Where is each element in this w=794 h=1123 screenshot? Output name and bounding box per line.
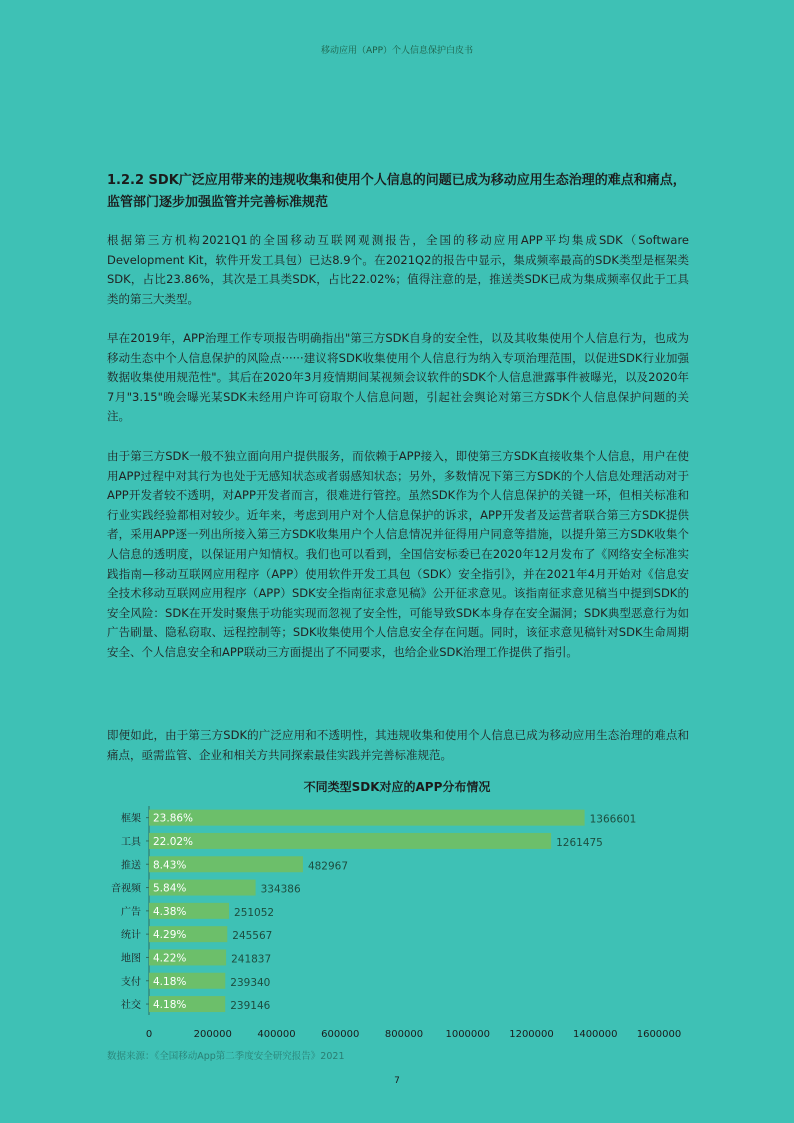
x-tick-label: 400000 [257,1029,296,1040]
x-tick-label: 1400000 [572,1029,618,1040]
category-label: 音视频 [111,883,141,895]
x-tick-label: 200000 [193,1029,232,1040]
value-label: 334386 [260,883,301,896]
x-tick-label: 600000 [321,1029,360,1040]
x-tick-label: 1200000 [509,1029,554,1040]
category-label: 统计 [121,930,141,942]
percent-label: 4.18% [153,999,187,1012]
page-number: 7 [394,1076,400,1086]
x-tick-label: 800000 [384,1029,424,1040]
category-label: 支付 [121,976,141,988]
percent-label: 4.38% [153,905,187,918]
value-label: 241837 [231,953,272,966]
bar [149,810,585,826]
value-label: 239340 [230,976,271,989]
value-label: 239146 [230,1000,271,1013]
value-label: 251052 [234,906,275,919]
section-heading: 1.2.2 SDK广泛应用带来的违规收集和使用个人信息的问题已成为移动应用生态治理的难点和痛点，监管部门逐步加强监管并完善标准规范 [107,173,686,210]
percent-label: 8.43% [153,859,187,872]
category-label: 工具 [121,836,141,848]
paragraph-4: 即便如此，由于第三方SDK的广泛应用和不透明性，其违规收集和使用个人信息已成为移动应用生态治理的难点和痛点，亟需监管、企业和相关方共同探索最佳实践并完善标准规范。 [107,728,689,762]
document-header: 移动应用（APP）个人信息保护白皮书 [320,46,473,56]
value-label: 482967 [307,860,349,873]
value-label: 245567 [232,930,273,943]
x-tick-label: 1600000 [636,1029,682,1040]
category-label: 广告 [121,906,141,918]
data-source-note: 数据来源：《全国移动App第二季度安全研究报告》2021 [107,1051,345,1062]
category-label: 社交 [121,1000,141,1012]
paragraph-3: 由于第三方SDK一般不独立面向用户提供服务，而依赖于APP接入，即使第三方SDK直接收集个人信息，用户在使用APP过程中对其行为也处于无感知状态或者弱感知状态；另外，多数情况下第三方SDK的个人信息处理活动对于APP开发者较不透明，对APP开发者而言，很难进行管控。虽然SDK作为个人信息保护的关键一环，但相关标准和行业实践经验都相对较少。近年来，考虑到用户对个人信息保护的诉求，APP开发者及运营者联合第三方SDK提供者，采用APP逐一列出所接入第三方SDK收集用户个人信息情况并征得用户同意等措施，以提升第三方SDK收集个人信息的透明度，以保证用户知情权。我们也可以看到，全国信安标委已在2020年12月发布了《网络安全标准实践指南—移动互联网应用程序（APP）使用软件开发工具包（SDK）安全指引》，并在2021年4月开始对《信息安全技术移动互联网应用程序（APP）SDK安全指南征求意见稿》公开征求意见。该指南征求意见稿当中提到SDK的安全风险：SDK在开发时聚焦于功能实现而忽视了安全性，可能导致SDK本身存在安全漏洞；SDK典型恶意行为如广告刷量、隐私窃取、远程控制等；SDK收集使用个人信息安全存在问题。同时，该征求意见稿针对SDK生命周期安全、个人信息安全和APP联动三方面提出了不同要求，也给企业SDK治理工作提供了指引。 [107,449,689,659]
category-label: 推送 [121,860,141,872]
paragraph-2: 早在2019年，APP治理工作专项报告明确指出"第三方SDK自身的安全性，以及其收集使用个人信息行为，也成为移动生态中个人信息保护的风险点······建议将SDK收集使用个人信息行为纳入专项治理范围，以促进SDK行业加强数据收集使用规范性"。其后在2020年3月疫情期间某视频会议软件的SDK个人信息泄露事件被曝光，以及2020年7月"3.15"晚会曝光某SDK未经用户许可窃取个人信息问题，引起社会舆论对第三方SDK个人信息保护问题的关注。 [107,331,689,424]
percent-label: 23.86% [153,812,194,825]
category-label: 地图 [121,953,141,965]
value-label: 1261475 [556,836,603,849]
bar [149,833,551,849]
percent-label: 4.29% [153,929,187,942]
x-tick-label: 0 [145,1029,153,1040]
paragraph-1: 根据第三方机构2021Q1的全国移动互联网观测报告，全国的移动应用APP平均集成SDK（Software Development Kit，软件开发工具包）已达8.9个。在2021Q2的报告中显示，集成频率最高的SDK类型是框架类SDK，占比23.86%，其次是工具类SDK，占比22.02%；值得注意的是，推送类SDK已成为集成频率仅此于工具类的第三大类型。 [107,233,689,306]
category-label: 框架 [121,813,141,825]
percent-label: 22.02% [153,835,194,848]
chart-title: 不同类型SDK对应的APP分布情况 [303,780,491,794]
percent-label: 4.22% [153,952,187,965]
value-label: 1366601 [589,813,637,826]
percent-label: 4.18% [153,975,187,988]
x-tick-label: 1000000 [445,1029,491,1040]
percent-label: 5.84% [153,882,187,895]
